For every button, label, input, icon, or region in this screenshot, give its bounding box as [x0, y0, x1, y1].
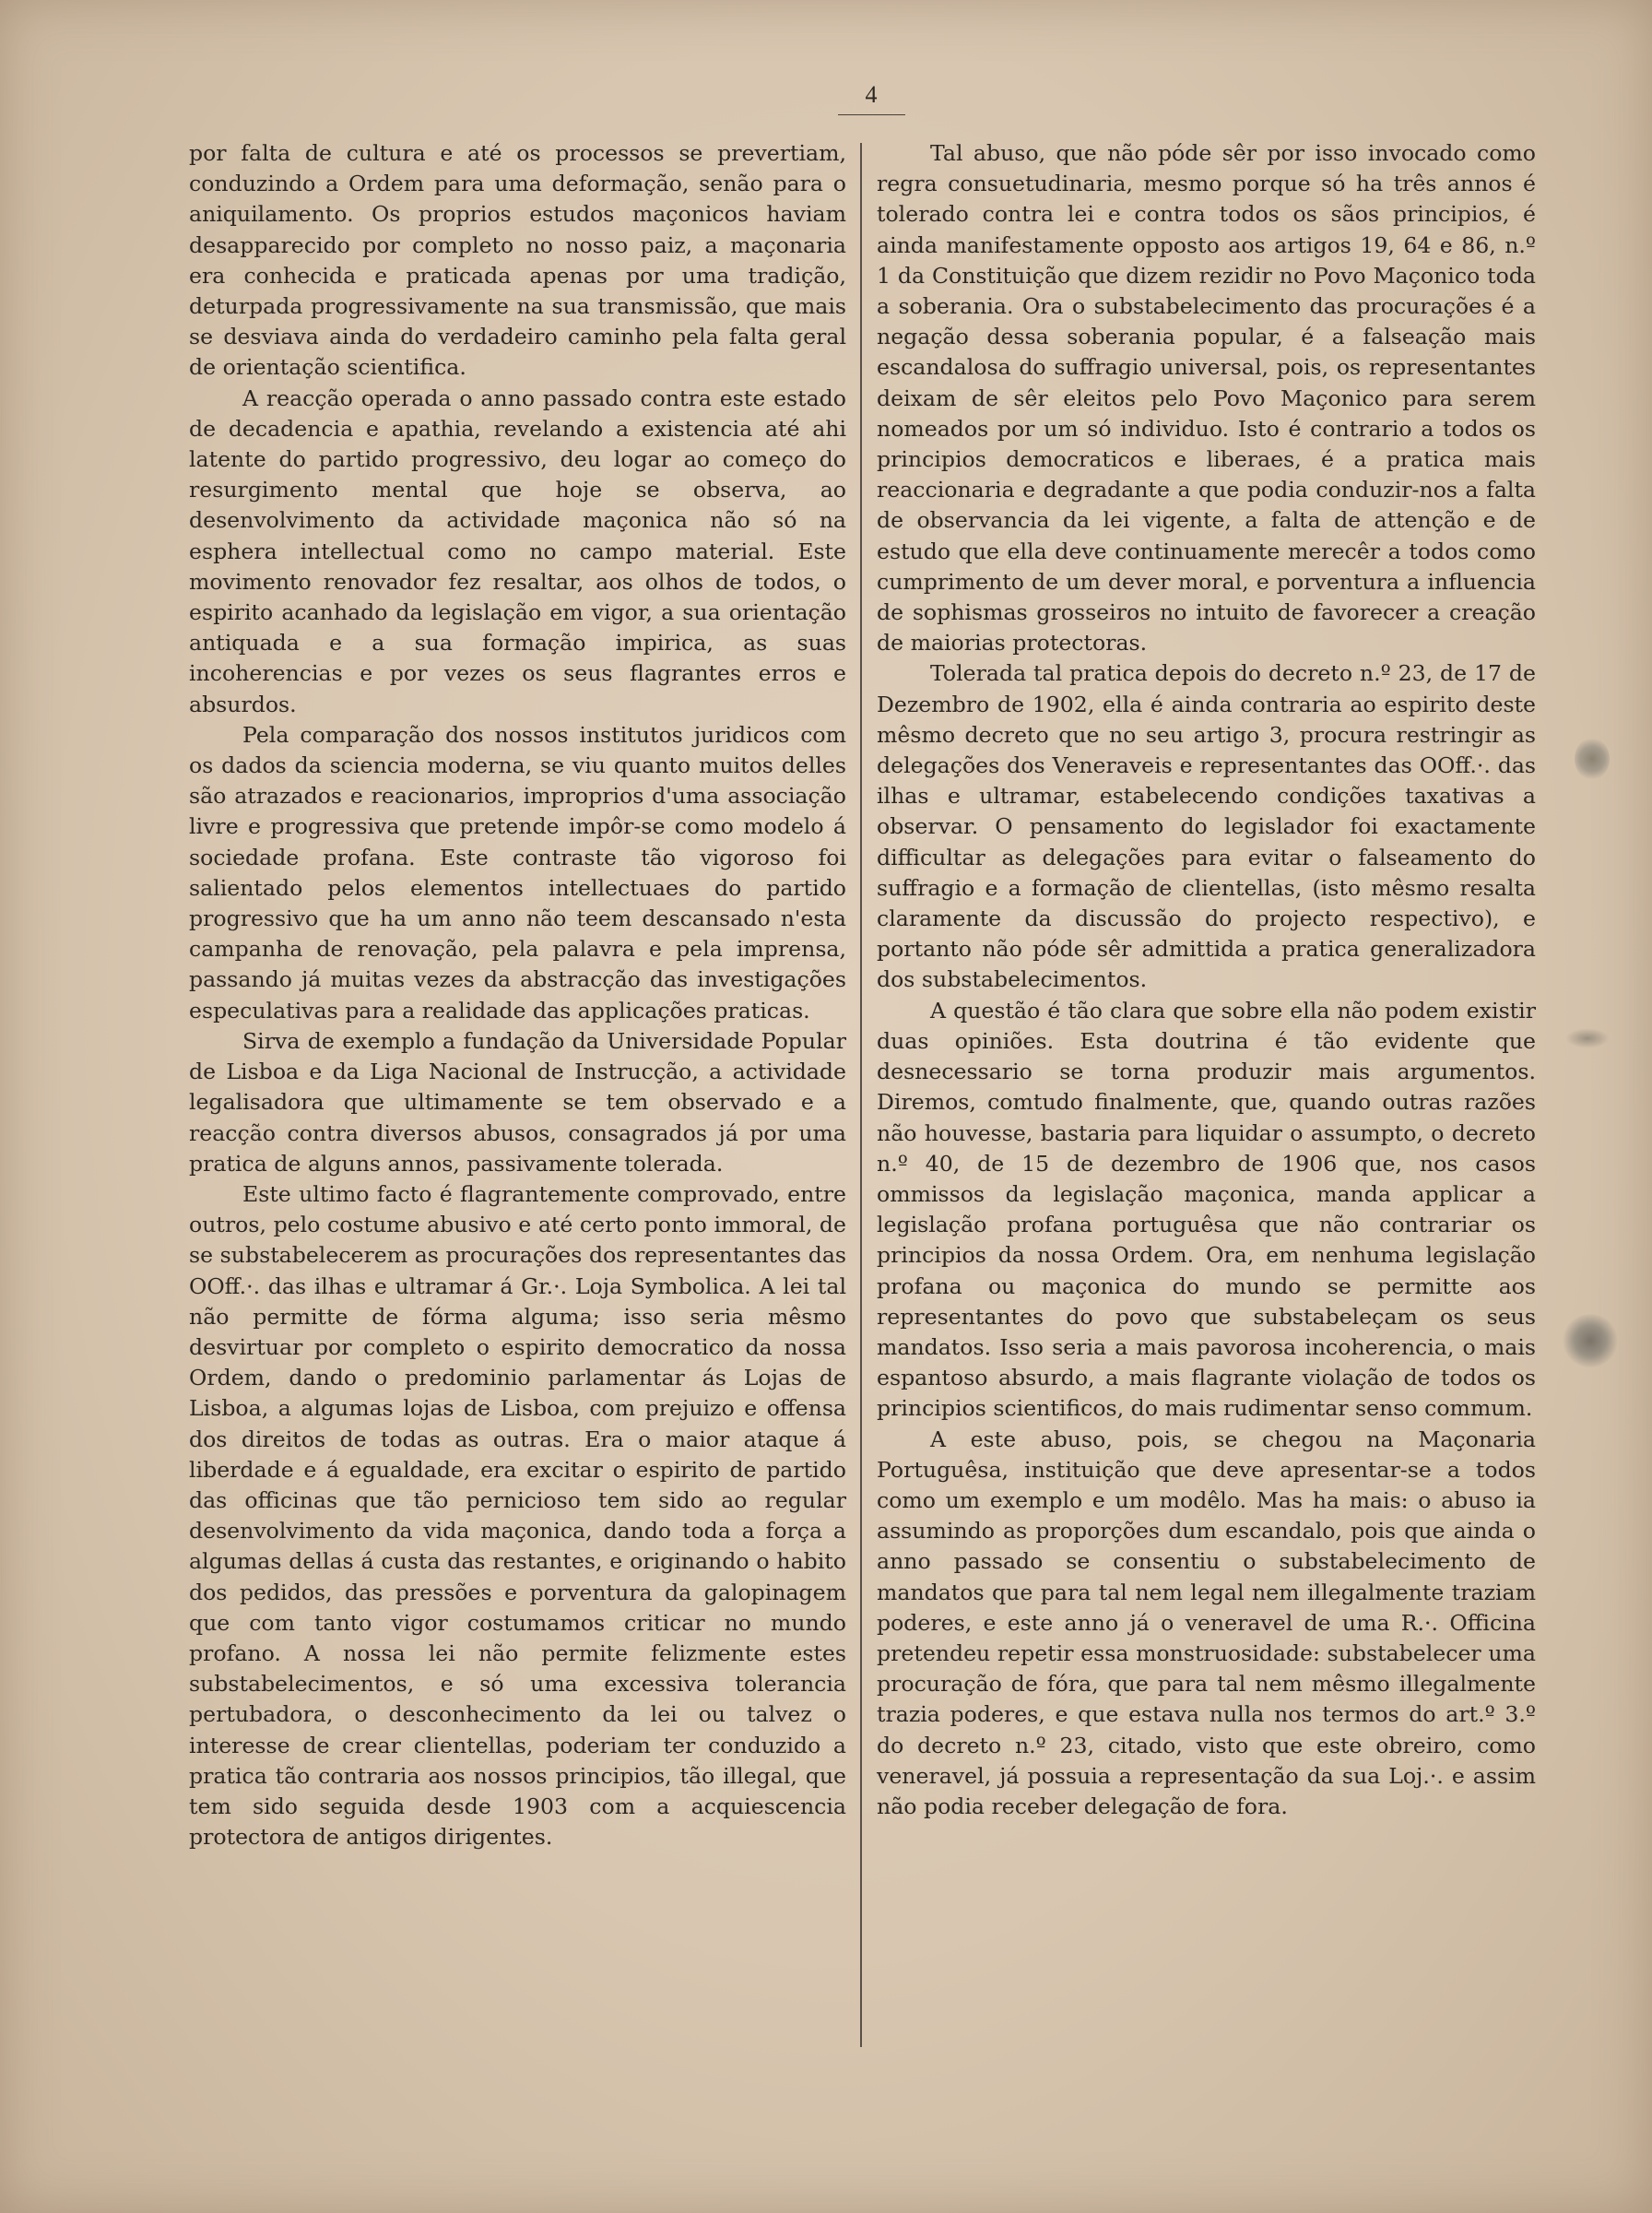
paragraph: por falta de cultura e até os processos se prevertiam, conduzindo a Ordem para uma deformação, senão para o aniquilamento. Os proprios estudos maçonicos haviam desapparecido por completo no nosso paiz, a maçonaria era conhecida e praticada apenas por uma tradição, deturpada progressivamente na sua transmissão, que mais se desviava ainda do verdadeiro caminho pela falta geral de orientação scientifica.: [189, 140, 846, 381]
paper-stain: [1565, 1028, 1610, 1048]
paragraph: Este ultimo facto é flagrantemente comprovado, entre outros, pelo costume abusivo e até certo ponto immoral, de se substabelecerem as procurações dos representantes das OOff.·. das ilhas e ultramar á Gr.·. Loja Symbolica. A lei tal não permitte de fórma alguma; isso seria mêsmo desvirtuar por completo o espirito democratico da nossa Ordem, dando o predominio parlamentar ás Lojas de Lisboa, a algumas lojas de Lisboa, com prejuizo e offensa dos direitos de todas as outras. Era o maior ataque á liberdade e á egualdade, era excitar o espirito de partido das officinas que tão pernicioso tem sido ao regular desenvolvimento da vida maçonica, dando toda a força a algumas dellas á custa das restantes, e originando o habito dos pedidos, das pressões e porventura da galopinagem que com tanto vigor costumamos criticar no mundo profano. A nossa lei não permite felizmente estes substabelecimentos, e só uma excessiva tolerancia pertubadora, o desconhecimento da lei ou talvez o interesse de crear clientellas, poderiam ter conduzido a pratica tão contraria aos nossos principios, tão illegal, que tem sido seguida desde 1903 com a acquiescencia protectora de antigos dirigentes.: [189, 1180, 846, 1851]
page-number-header: [807, 81, 936, 115]
paragraph: A questão é tão clara que sobre ella não podem existir duas opiniões. Esta doutrina é tão evidente que desnecessario se torna produzir mais argumentos. Diremos, comtudo finalmente, que, quando outras razões não houvesse, bastaria para liquidar o assumpto, o decreto n.º 40, de 15 de dezembro de 1906 que, nos casos ommissos da legislação maçonica, manda applicar a legislação profana portuguêsa que não contrariar os principios da nossa Ordem. Ora, em nenhuma legislação profana ou maçonica do mundo se permitte aos representantes do povo que substabeleçam os seus mandatos. Isso seria a mais pavorosa incoherencia, o mais espantoso absurdo, a mais flagrante violação de todos os principios scientificos, do mais rudimentar senso commum.: [877, 997, 1536, 1422]
paragraph: A este abuso, pois, se chegou na Maçonaria Portuguêsa, instituição que deve apresentar-se a todos como um exemplo e um modêlo. Mas ha mais: o abuso ia assumindo as proporções dum escandalo, pois que ainda o anno passado se consentiu o substabelecimento de mandatos que para tal nem legal nem illegalmente traziam poderes, e este anno já o veneravel de uma R.·. Officina pretendeu repetir essa monstruosidade: substabelecer uma procuração de fóra, que para tal nem mêsmo illegalmente trazia poderes, e que estava nulla nos termos do art.º 3.º do decreto n.º 23, citado, visto que este obreiro, como veneravel, já possuia a representação da sua Loj.·. e assim não podia receber delegação de fora.: [877, 1426, 1536, 1819]
paragraph: Tolerada tal pratica depois do decreto n.º 23, de 17 de Dezembro de 1902, ella é ainda contraria ao espirito deste mêsmo decreto que no seu artigo 3, procura restringir as delegações dos Veneraveis e representantes das OOff.·. das ilhas e ultramar, estabelecendo condições taxativas a observar. O pensamento do legislador foi exactamente difficultar as delegações para evitar o falseamento do suffragio e a formação de clientellas, (isto mêsmo resalta claramente da discussão do projecto respectivo), e portanto não póde sêr admittida a pratica generalizadora dos substabelecimentos.: [877, 660, 1536, 993]
column-divider: [860, 143, 862, 2047]
paragraph: Sirva de exemplo a fundação da Universidade Popular de Lisboa e da Liga Nacional de Instrucção, a actividade legalisadora que ultimamente se tem observado e a reacção contra diversos abusos, consagrados já por uma pratica de alguns annos, passivamente tolerada.: [189, 1027, 846, 1177]
paragraph: A reacção operada o anno passado contra este estado de decadencia e apathia, revelando a existencia até ahi latente do partido progressivo, deu logar ao começo do resurgimento mental que hoje se observa, ao desenvolvimento da actividade maçonica não só na esphera intellectual como no campo material. Este movimento renovador fez resaltar, aos olhos de todos, o espirito acanhado da legislação em vigor, a sua orientação antiquada e a sua formação impirica, as suas incoherencias e por vezes os seus flagrantes erros e absurdos.: [189, 385, 846, 717]
paper-stain: [1563, 1314, 1618, 1367]
page-number: 4: [838, 81, 905, 115]
right-column: [877, 138, 1536, 1822]
paragraph: Tal abuso, que não póde sêr por isso invocado como regra consuetudinaria, mesmo porque só ha três annos é tolerado contra lei e contra todos os sãos principios, é ainda manifestamente opposto aos artigos 19, 64 e 86, n.º 1 da Constituição que dizem rezidir no Povo Maçonico toda a soberania. Ora o substabelecimento das procurações é a negação dessa soberania popular, é a falseação mais escandalosa do suffragio universal, pois, os representantes deixam de sêr eleitos pelo Povo Maçonico para serem nomeados por um só individuo. Isto é contrario a todos os principios democraticos e liberaes, é a pratica mais reaccionaria e degradante a que podia conduzir-nos a falta de observancia da lei vigente, a falta de attenção e de estudo que ella deve continuamente merecêr a todos como cumprimento de um dever moral, e porventura a influencia de sophismas grosseiros no intuito de favorecer a creação de maiorias protectoras.: [877, 140, 1536, 657]
paragraph: Pela comparação dos nossos institutos juridicos com os dados da sciencia moderna, se viu quanto muitos delles são atrazados e reacionarios, improprios d'uma associação livre e progressiva que pretende impôr-se como modelo á sociedade profana. Este contraste tão vigoroso foi salientado pelos elementos intellectuaes do partido progressivo que ha um anno não teem descansado n'esta campanha de renovação, pela palavra e pela imprensa, passando já muitas vezes da abstracção das investigações especulativas para a realidade das applicações praticas.: [189, 721, 846, 1024]
paper-stain: [1575, 738, 1610, 780]
left-column: [189, 138, 846, 1852]
